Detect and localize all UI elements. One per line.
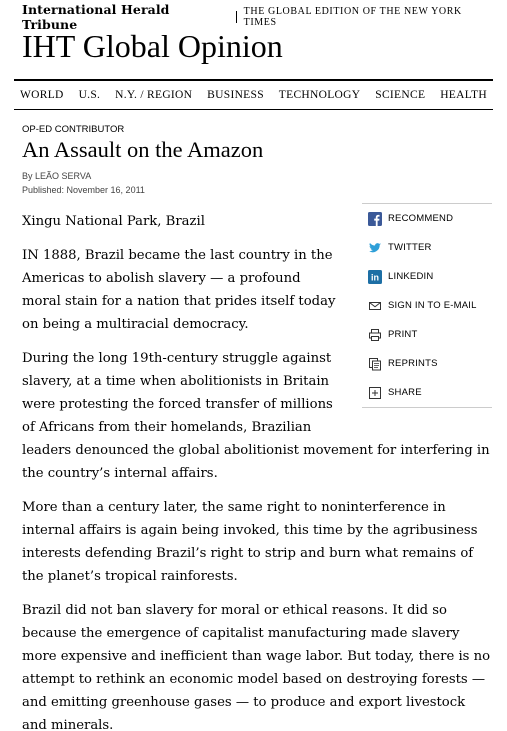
linkedin-button[interactable]	[362, 262, 492, 291]
nav-item-world[interactable]: WORLD	[20, 89, 64, 101]
recommend-button[interactable]	[362, 204, 492, 233]
article-paragraph: More than a century later, the same right to noninterference in internal affairs is again being invoked, this time by the agribusiness interests defending Brazil’s right to strip and burn what remains of the planet’s tropical rainforests.	[22, 500, 478, 584]
article-paragraph: During the long 19th-century struggle against slavery, at a time when abolitionists in Britain were protesting the forced transfer of millions of Africans from their homelands, Brazilian leaders denounced the global abolitionist movement for interfering in the country’s internal affairs.	[22, 351, 490, 481]
twitter-button[interactable]	[362, 233, 492, 262]
masthead-top	[22, 2, 497, 32]
printer-icon	[368, 328, 382, 342]
linkedin-label: LINKEDIN	[388, 271, 434, 282]
section-title[interactable]: IHT Global Opinion	[22, 28, 283, 64]
nav-item-us[interactable]: U.S.	[78, 89, 101, 101]
print-label: PRINT	[388, 329, 418, 340]
article-byline: By LEÃO SERVA	[22, 171, 92, 181]
nav-item-business[interactable]: BUSINESS	[207, 89, 264, 101]
article-dateline: Xingu National Park, Brazil	[22, 214, 205, 229]
twitter-label: TWITTER	[388, 242, 432, 253]
masthead	[22, 2, 497, 68]
reprints-button[interactable]	[362, 349, 492, 378]
envelope-icon	[368, 299, 382, 313]
linkedin-icon	[368, 270, 382, 284]
article-tools	[362, 203, 492, 408]
email-button[interactable]	[362, 291, 492, 320]
reprints-icon	[368, 357, 382, 371]
share-button[interactable]	[362, 378, 492, 407]
print-button[interactable]	[362, 320, 492, 349]
plus-box-icon	[368, 386, 382, 400]
article-published-date: Published: November 16, 2011	[22, 185, 145, 195]
masthead-divider	[236, 11, 237, 23]
facebook-icon	[368, 212, 382, 226]
brand-logo[interactable]: International Herald Tribune	[22, 2, 170, 32]
nav-item-health[interactable]: HEALTH	[440, 89, 487, 101]
article-headline: An Assault on the Amazon	[22, 137, 264, 162]
article-paragraph: Brazil did not ban slavery for moral or ethical reasons. It did so because the emergence of capitalist manufacturing made slavery more expensive and inefficient than wage labor. But today, there is no attempt to rethink an economic model based on destroying forests — and emitting greenhouse gases — to produce and export livestock and minerals.	[22, 603, 491, 731]
article-kicker: OP-ED CONTRIBUTOR	[22, 124, 125, 135]
share-label: SHARE	[388, 387, 422, 398]
reprints-label: REPRINTS	[388, 358, 438, 369]
nav-item-technology[interactable]: TECHNOLOGY	[278, 89, 361, 101]
section-nav	[14, 79, 493, 110]
masthead-tagline: THE GLOBAL EDITION OF THE NEW YORK TIMES	[243, 6, 462, 28]
article-paragraph: IN 1888, Brazil became the last country in the Americas to abolish slavery — a profound moral stain for a nation that prides itself today on being a multiracial democracy.	[22, 248, 336, 332]
recommend-label: RECOMMEND	[388, 213, 454, 224]
nav-item-ny-region[interactable]: N.Y. / REGION	[115, 89, 193, 101]
twitter-bird-icon	[368, 241, 382, 255]
svg-text:in: in	[371, 272, 379, 282]
email-label: SIGN IN TO E-MAIL	[388, 300, 477, 311]
nav-item-science[interactable]: SCIENCE	[375, 89, 426, 101]
